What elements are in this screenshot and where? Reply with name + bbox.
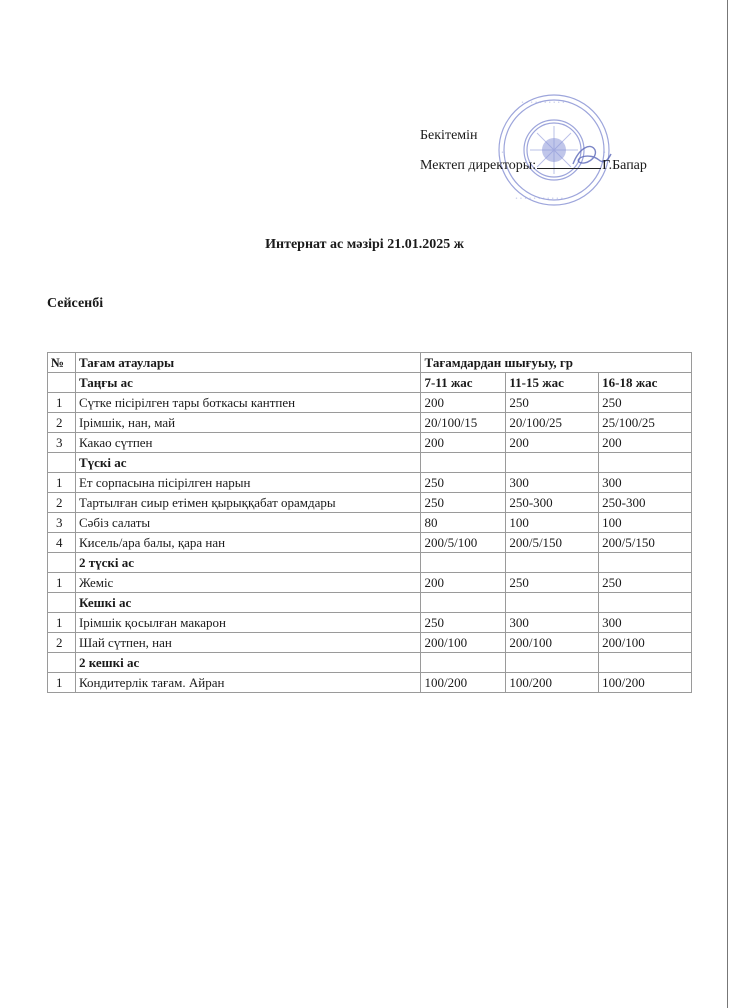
portion-11-15: 250 [506,573,599,593]
portion-16-18: 100 [599,513,692,533]
section-num-cell [48,593,76,613]
portion-16-18: 250-300 [599,493,692,513]
portion-16-18: 250 [599,573,692,593]
section-title: Таңғы ас [75,373,421,393]
portion-16-18: 250 [599,393,692,413]
section-title: 2 түскі ас [75,553,421,573]
portion-7-11: 200/100 [421,633,506,653]
portion-16-18: 100/200 [599,673,692,693]
svg-text:•: • [501,150,504,156]
table-row [48,633,692,653]
table-row [48,533,692,553]
empty-cell [506,653,599,673]
portion-11-15: 200 [506,433,599,453]
table-header-row [48,353,692,373]
signature-line [537,156,601,169]
header-output: Тағамдардан шығуыу, гр [421,353,692,373]
empty-cell [506,593,599,613]
empty-cell [421,593,506,613]
section-row [48,653,692,673]
dish-name: Сәбіз салаты [75,513,421,533]
director-line [420,151,647,181]
section-title: Кешкі ас [75,593,421,613]
portion-11-15: 100/200 [506,673,599,693]
empty-cell [599,553,692,573]
section-row [48,373,692,393]
portion-11-15: 20/100/25 [506,413,599,433]
table-row [48,493,692,513]
dish-name: Шай сүтпен, нан [75,633,421,653]
portion-7-11: 80 [421,513,506,533]
row-num: 2 [48,633,76,653]
svg-text:• • • • • • • • • • •: • • • • • • • • • • • [515,196,564,202]
empty-cell [506,453,599,473]
portion-7-11: 250 [421,473,506,493]
row-num: 2 [48,493,76,513]
empty-cell [599,653,692,673]
table-row [48,673,692,693]
portion-7-11: 250 [421,613,506,633]
header-num: № [48,353,76,373]
row-num: 3 [48,513,76,533]
portion-16-18: 200 [599,433,692,453]
portion-11-15: 250 [506,393,599,413]
portion-7-11: 100/200 [421,673,506,693]
svg-text:• • • • • • • • • •: • • • • • • • • • • [521,100,565,106]
table-row [48,613,692,633]
dish-name: Ірімшік қосылған макарон [75,613,421,633]
empty-cell [506,553,599,573]
portion-16-18: 300 [599,613,692,633]
table-row [48,433,692,453]
menu-table-body [48,373,692,693]
row-num: 1 [48,473,76,493]
table-row [48,393,692,413]
row-num: 3 [48,433,76,453]
age-group-header: 11-15 жас [506,373,599,393]
row-num: 1 [48,393,76,413]
portion-7-11: 200 [421,393,506,413]
table-row [48,473,692,493]
row-num: 1 [48,573,76,593]
row-num: 2 [48,413,76,433]
empty-cell [421,553,506,573]
empty-cell [421,653,506,673]
director-name: Г.Бапар [602,158,647,173]
portion-7-11: 20/100/15 [421,413,506,433]
age-group-header: 16-18 жас [599,373,692,393]
section-num-cell [48,553,76,573]
header-name: Тағам атаулары [75,353,421,373]
portion-16-18: 200/5/150 [599,533,692,553]
dish-name: Тартылған сиыр етімен қырыққабат орамдары [75,493,421,513]
portion-11-15: 250-300 [506,493,599,513]
document-title [0,237,732,253]
table-row [48,573,692,593]
approval-block [420,121,647,181]
row-num: 1 [48,673,76,693]
table-row [48,413,692,433]
dish-name: Ет сорпасына пісірілген нарын [75,473,421,493]
portion-11-15: 300 [506,613,599,633]
section-num-cell [48,453,76,473]
approval-title: Бекітемін [420,128,478,143]
row-num: 1 [48,613,76,633]
dish-name: Жеміс [75,573,421,593]
portion-16-18: 25/100/25 [599,413,692,433]
section-row [48,553,692,573]
weekday-label: Сейсенбі [47,296,104,311]
empty-cell [599,593,692,613]
portion-7-11: 250 [421,493,506,513]
portion-7-11: 200 [421,433,506,453]
section-title: Түскі ас [75,453,421,473]
section-row [48,453,692,473]
row-num: 4 [48,533,76,553]
empty-cell [421,453,506,473]
portion-7-11: 200 [421,573,506,593]
dish-name: Сүтке пісірілген тары боткасы кантпен [75,393,421,413]
portion-7-11: 200/5/100 [421,533,506,553]
menu-table [47,352,692,693]
dish-name: Какао сүтпен [75,433,421,453]
portion-11-15: 200/100 [506,633,599,653]
dish-name: Кисель/ара балы, қара нан [75,533,421,553]
portion-16-18: 300 [599,473,692,493]
table-row [48,513,692,533]
document-title-text: Интернат ас мәзірі 21.01.2025 ж [265,237,464,252]
dish-name: Ірімшік, нан, май [75,413,421,433]
portion-11-15: 300 [506,473,599,493]
section-num-cell [48,653,76,673]
director-label: Мектеп директоры: [420,158,537,173]
age-group-header: 7-11 жас [421,373,506,393]
empty-cell [599,453,692,473]
portion-11-15: 100 [506,513,599,533]
svg-text:•: • [603,150,606,156]
section-title: 2 кешкі ас [75,653,421,673]
section-num-cell [48,373,76,393]
portion-16-18: 200/100 [599,633,692,653]
section-row [48,593,692,613]
dish-name: Кондитерлік тағам. Айран [75,673,421,693]
page-edge-line [727,0,728,1008]
portion-11-15: 200/5/150 [506,533,599,553]
